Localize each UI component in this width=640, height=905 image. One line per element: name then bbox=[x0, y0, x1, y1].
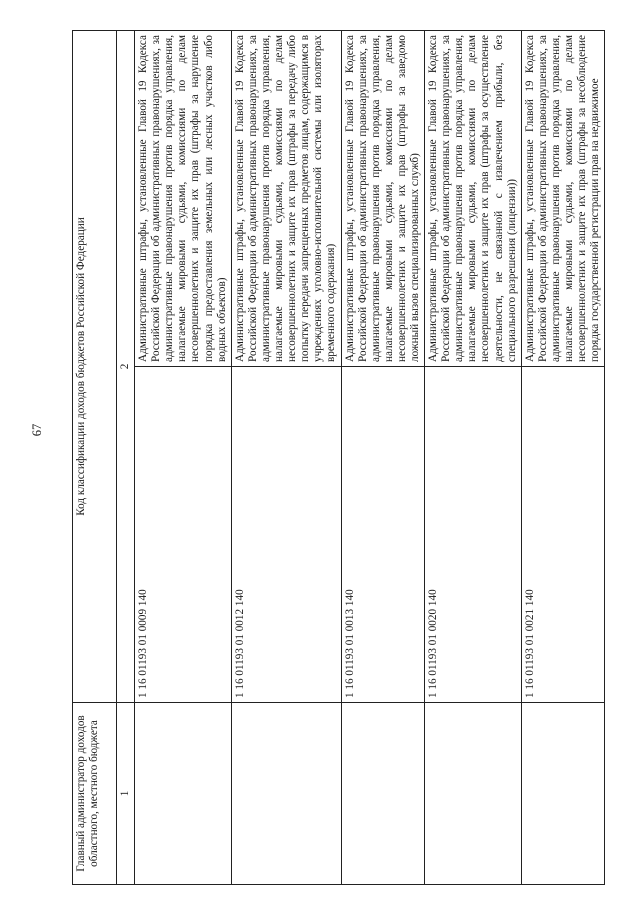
income-description: Административные штрафы, установленные Главой 19 Кодекса Российской Федерации об административных правонарушениях, за административные правонарушения против порядка управления, налагаемые мировыми судьями, комиссиями по делам несовершеннолетних и защите их прав (штрафы за осуществление деятельности, не связанной с извлечением прибыли, без специального разрешения (лицензии)) bbox=[425, 31, 522, 367]
income-code: 1 16 01193 01 0020 140 bbox=[425, 367, 522, 703]
income-code: 1 16 01193 01 0012 140 bbox=[231, 367, 341, 703]
income-description: Административные штрафы, установленные Главой 19 Кодекса Российской Федерации об административных правонарушениях, за административные правонарушения против порядка управления, налагаемые мировыми судьями, комиссиями по делам несовершеннолетних и защите их прав (штрафы за несоблюдение порядка государственной регистрации прав на недвижимое bbox=[521, 31, 605, 367]
table-header-row bbox=[73, 31, 117, 885]
table-row bbox=[135, 31, 232, 885]
column-number-row bbox=[117, 31, 135, 885]
revenue-classification-table bbox=[72, 30, 605, 885]
table-row bbox=[231, 31, 341, 885]
administrator-cell bbox=[521, 703, 605, 885]
income-code: 1 16 01193 01 0013 140 bbox=[341, 367, 425, 703]
administrator-cell bbox=[231, 703, 341, 885]
income-code: 1 16 01193 01 0009 140 bbox=[135, 367, 232, 703]
administrator-cell bbox=[135, 703, 232, 885]
rotated-table-wrapper bbox=[72, 30, 602, 885]
income-description: Административные штрафы, установленные Главой 19 Кодекса Российской Федерации об административных правонарушениях, за административные правонарушения против порядка управления, налагаемые мировыми судьями, комиссиями по делам несовершеннолетних и защите их прав (штрафы за заведомо ложный вызов специализированных служб) bbox=[341, 31, 425, 367]
table-row bbox=[341, 31, 425, 885]
column-number-1: 1 bbox=[117, 703, 135, 885]
header-classification-code: Код классификации доходов бюджетов Российской Федерации bbox=[73, 31, 117, 703]
income-code: 1 16 01193 01 0021 140 bbox=[521, 367, 605, 703]
header-administrator: Главный администратор доходов областного, местного бюджета bbox=[73, 703, 117, 885]
income-description: Административные штрафы, установленные Главой 19 Кодекса Российской Федерации об административных правонарушениях, за административные правонарушения против порядка управления, налагаемые мировыми судьями, комиссиями по делам несовершеннолетних и защите их прав (штрафы за передачу либо попытку передачи запрещенных предметов лицам, содержащимся в учреждениях уголовно-исполнительной системы или изоляторах временного содержания) bbox=[231, 31, 341, 367]
administrator-cell bbox=[425, 703, 522, 885]
table-row bbox=[521, 31, 605, 885]
page-number: 67 bbox=[30, 423, 44, 437]
column-number-2: 2 bbox=[117, 31, 135, 703]
administrator-cell bbox=[341, 703, 425, 885]
income-description: Административные штрафы, установленные Главой 19 Кодекса Российской Федерации об административных правонарушениях, за административные правонарушения против порядка управления, налагаемые мировыми судьями, комиссиями по делам несовершеннолетних и защите их прав (штрафы за нарушение порядка предоставления земельных или лесных участков либо водных объектов) bbox=[135, 31, 232, 367]
table-row bbox=[425, 31, 522, 885]
